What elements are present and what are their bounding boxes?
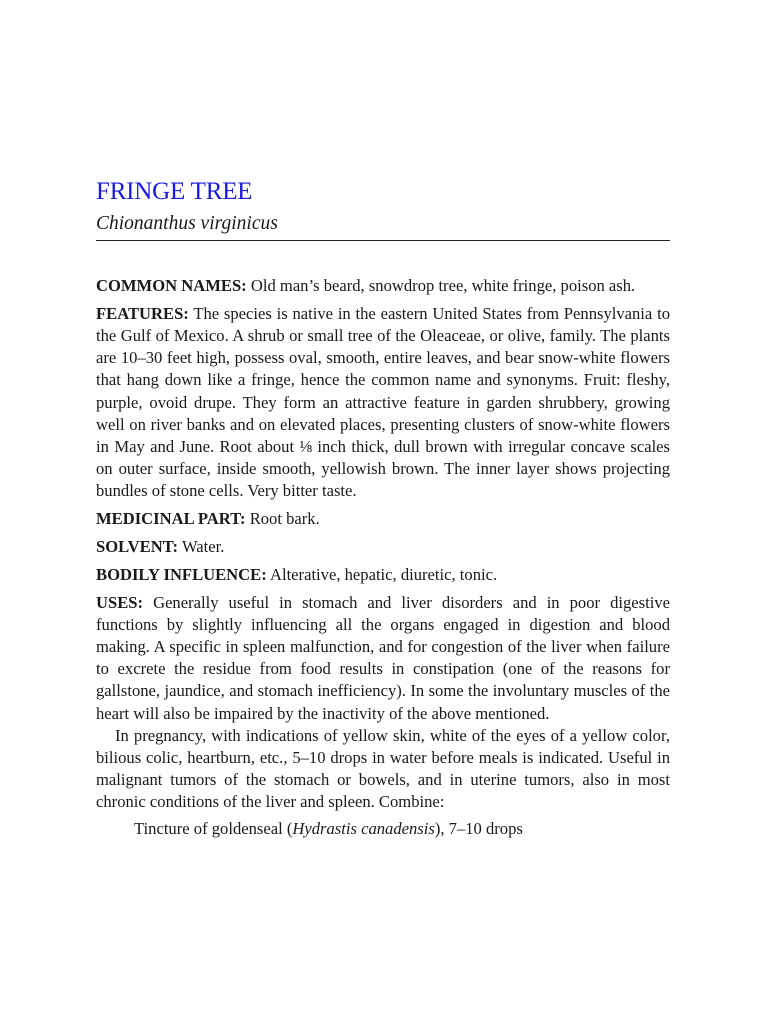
uses-label: USES:	[96, 592, 144, 612]
common-names-section	[96, 275, 670, 297]
solvent-text: Water.	[178, 537, 225, 557]
formula-line: Tincture of goldenseal (Hydrastis canadensis), 7–10 drops	[134, 818, 523, 838]
medicinal-part-text: Root bark.	[245, 509, 320, 529]
bodily-influence-label: BODILY INFLUENCE:	[96, 564, 267, 584]
common-names-text: Old man’s beard, snowdrop tree, white fringe, poison ash.	[246, 276, 636, 295]
pregnancy-paragraph: In pregnancy, with indications of yellow skin, white of the eyes of a yellow color, bilious colic, heartburn, etc., 5–10 drops in water before meals is indicated. Useful in malignant tumors of the stomach or bowels, and in uterine tumors, also in most chronic conditions of the liver and spleen. Combine:	[96, 725, 670, 812]
botanical-name: Chionanthus virginicus	[96, 213, 278, 234]
medicinal-part-section	[96, 508, 670, 530]
bodily-influence-text: Alterative, hepatic, diuretic, tonic.	[266, 564, 498, 584]
features-section	[96, 303, 670, 503]
bodily-influence-section	[96, 564, 670, 586]
title-divider	[96, 240, 670, 241]
article-body	[96, 275, 670, 840]
uses-text: Generally useful in stomach and liver disorders and in poor digestive functions by slightly influencing all the organs engaged in digestion and blood making. A specific in spleen malfunction, and for congestion of the liver when failure to excrete the residue from food results in constipation (one of the reasons for gallstone, jaundice, and stomach inefficiency). In some the involuntary muscles of the heart will also be impaired by the inactivity of the above mentioned.	[96, 592, 670, 723]
solvent-label: SOLVENT:	[96, 537, 179, 557]
common-names-label: COMMON NAMES:	[96, 276, 247, 295]
page-title: FRINGE TREE	[96, 178, 253, 205]
solvent-section	[96, 536, 670, 558]
medicinal-part-label: MEDICINAL PART:	[96, 509, 246, 529]
uses-section	[96, 592, 670, 725]
formula-species: Hydrastis canadensis	[292, 818, 435, 838]
features-label: FEATURES:	[96, 303, 189, 323]
features-text: The species is native in the eastern United States from Pennsylvania to the Gulf of Mexico. A shrub or small tree of the Oleaceae, or olive, family. The plants are 10–30 feet high, possess oval, smooth, entire leaves, and bear snow-white flowers that hang down like a fringe, hence the common name and synonyms. Fruit: fleshy, purple, ovoid drupe. They form an attractive feature in garden shrubbery, growing well on river banks and on elevated places, presenting clusters of snow-white flowers in May and June. Root about ⅛ inch thick, dull brown with irregular concave scales on outer surface, inside smooth, yellowish brown. The inner layer shows projecting bundles of stone cells. Very bitter taste.	[96, 303, 670, 501]
